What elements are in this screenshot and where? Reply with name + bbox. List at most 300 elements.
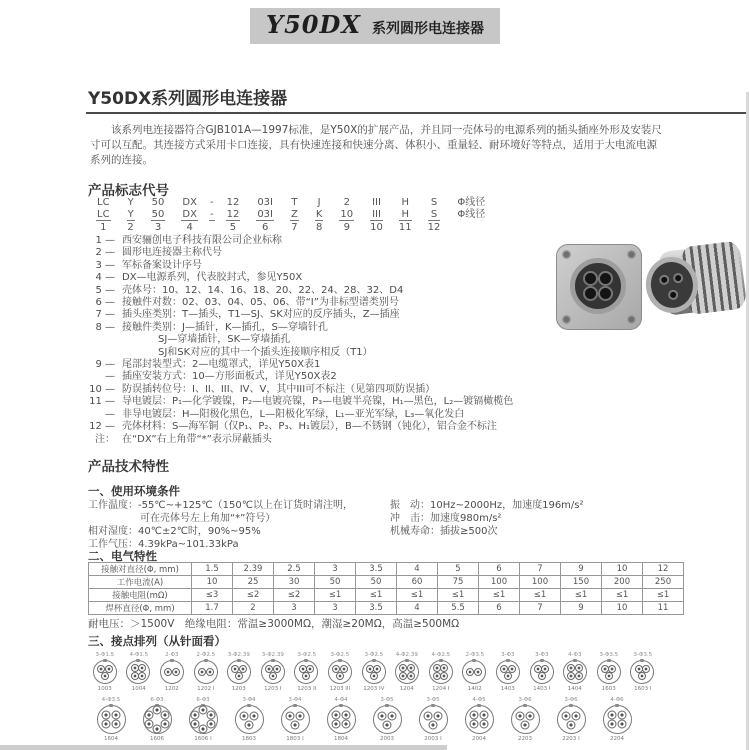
pin-hole [190, 710, 199, 719]
code-value-top: 50 [151, 197, 165, 208]
legend-line [88, 247, 513, 259]
code-column [331, 197, 362, 233]
pin-hole [286, 711, 295, 720]
table-cell: 100 [479, 576, 520, 589]
table-cell: 6 [479, 602, 520, 615]
table-cell: 4 [397, 563, 438, 576]
contact-arrangement-heading: 三、接点排列（从针面看） [88, 634, 226, 648]
contact-code-label: 2004 [471, 735, 487, 742]
code-value-bottom: - [209, 209, 214, 220]
contact-insert-circle [327, 705, 356, 734]
contact-arrangement-item [318, 696, 364, 742]
table-cell: 10 [602, 563, 643, 576]
contact-size-label: 3-Φ2.5 [330, 651, 350, 658]
legend-line [88, 297, 513, 309]
pin-hole [440, 672, 448, 680]
table-cell: 5 [438, 563, 479, 576]
contact-arrangement-row-1 [88, 651, 659, 692]
keying-notch [271, 659, 275, 662]
env-condition-line: 可在壳体号左上角加“*”符号） [140, 513, 276, 524]
contact-arrangement-item [88, 696, 134, 742]
table-cell: 10 [602, 602, 643, 615]
pin-hole [190, 720, 199, 729]
code-position-number: 8 [315, 222, 323, 233]
pin-hole [605, 672, 613, 680]
table-cell: ≤1 [520, 589, 561, 602]
contact-code-label: 2203 [517, 735, 533, 742]
pin-hole [470, 710, 479, 719]
table-cell: 100 [520, 576, 561, 589]
legend-line [88, 396, 513, 408]
legend-text: 导电镀层：P₁—化学镀镍，P₂—电镀亮镍，P₃—电镀半亮镍，H₁—黑色，L₂—镀镉橄榄色 [122, 396, 514, 408]
electrical-heading: 二、电气特性 [88, 549, 157, 563]
code-position-number: 6 [261, 222, 269, 233]
legend-number: 2 — [95, 247, 115, 259]
table-cell: ≤1 [561, 589, 602, 602]
legend-number: 6 — [95, 297, 115, 309]
code-position-number: 9 [343, 222, 350, 233]
table-row [89, 589, 684, 602]
contact-arrangement-item [592, 651, 626, 692]
marking-code-legend [88, 235, 513, 446]
code-value-bottom: 50 [151, 209, 165, 220]
contact-arrangement-item [458, 651, 492, 692]
contact-insert-circle [419, 705, 448, 734]
legend-number: 3 — [95, 259, 115, 271]
contact-code-label: 1003 [97, 685, 112, 692]
keying-notch [439, 659, 443, 662]
table-cell: 50 [315, 576, 356, 589]
contact-arrangement-item [189, 651, 223, 692]
code-value-bottom: III [372, 209, 381, 220]
code-column [206, 197, 218, 233]
mounting-hole [627, 315, 636, 324]
legend-text: 接触件对数：02、03、04、05、06、带“I”为非标型谱类别号 [122, 297, 399, 309]
contact-insert-circle [235, 705, 264, 734]
contact-size-label: 3-Φ2.5 [297, 651, 316, 658]
pin-hole [525, 711, 534, 720]
code-position-number: 11 [398, 222, 412, 233]
legend-text: SJ—穿墙插针，SK—穿墙插孔 [158, 334, 291, 346]
pin-hole [504, 672, 512, 680]
contact-code-label: 2003 I [424, 735, 442, 742]
pin-hole [516, 711, 525, 720]
contact-insert-circle [227, 660, 251, 684]
pin-hole [199, 725, 208, 734]
contact-insert-circle [597, 660, 621, 684]
env-condition-line: 相对湿度：40℃±2℃时，90%~95% [88, 526, 261, 537]
pin-hole [153, 725, 162, 734]
keying-notch [372, 659, 376, 662]
contact-insert-circle [465, 705, 494, 734]
contact-code-label: 2204 [609, 735, 625, 742]
contact-size-label: 2-Φ2.5 [196, 651, 215, 658]
legend-line [88, 409, 513, 421]
intro-paragraph: 该系列电连接器符合GJB101A—1997标准，是Y50X的扩展产品，并且同一壳体号的电源系列的插头插座外形及安装尺寸可以互配。其连接方式采用卡口连接，具有快速连接和快速分离、体积小、重量轻、耐环境好等特点，适用于大电流电源系列的连接。 [90, 124, 662, 166]
pin-hole [433, 711, 442, 720]
pin-hole [567, 720, 576, 729]
table-cell: 9 [561, 563, 602, 576]
pin-hole [608, 710, 617, 719]
legend-number: 4 — [95, 272, 115, 284]
table-cell: ≤3 [192, 589, 233, 602]
contact-code-label: 1203 II [296, 685, 316, 692]
contact-size-label: 4-Φ3 [568, 651, 582, 658]
pin-hole [474, 668, 482, 676]
code-value-top: DX [182, 197, 197, 208]
code-column [248, 197, 282, 233]
table-cell: 3 [315, 602, 356, 615]
contact-code-label: 1603 I [633, 685, 652, 692]
legend-text: SJ和SK对应的其中一个插头连接顺序相反（T1） [158, 346, 373, 358]
legend-text: 西安骊创电子科技有限公司企业标称 [122, 235, 282, 246]
table-cell: ≤2 [274, 589, 315, 602]
code-column [448, 197, 494, 233]
table-cell: 2.5 [274, 563, 315, 576]
table-row [89, 576, 684, 589]
table-cell: 1.5 [192, 563, 233, 576]
brand-logo-text: Y50DX [265, 10, 361, 39]
keying-notch [540, 659, 544, 662]
contact-arrangement-item [424, 651, 458, 692]
contact-insert-circle [294, 660, 318, 684]
pin-hole [101, 672, 109, 680]
legend-line [88, 359, 513, 371]
pin-hole [102, 710, 111, 719]
table-cell: 7 [520, 602, 561, 615]
contact-size-label: 3-Φ6 [564, 696, 578, 703]
keying-notch [569, 704, 573, 707]
pin-hole [521, 720, 530, 729]
pin-hole [207, 720, 216, 729]
pin-hole [111, 710, 120, 719]
contact-arrangement-item [558, 651, 592, 692]
contact-code-label: 1204 I [432, 685, 450, 692]
contact-arrangement-item [390, 651, 424, 692]
marking-code-heading: 产品标志代号 [88, 183, 169, 199]
pin-hole [429, 720, 438, 729]
pin-hole [341, 720, 350, 729]
contact-insert-circle [160, 660, 184, 684]
keying-notch [472, 659, 476, 662]
tech-section-heading: 产品技术特性 [88, 459, 169, 475]
contact-arrangement-item [456, 696, 502, 742]
code-position-number: 4 [186, 222, 193, 233]
keying-notch [523, 704, 527, 707]
mounting-hole [627, 250, 636, 259]
contact-size-label: 4-Φ6 [610, 696, 624, 703]
pin-hole [538, 672, 546, 680]
pin-hole [295, 711, 304, 720]
pin-hole [240, 711, 249, 720]
table-cell: 7 [520, 563, 561, 576]
contact-insert-circle [563, 660, 587, 684]
plug-contact [659, 274, 670, 285]
table-row [89, 563, 684, 576]
pin-hole [387, 711, 396, 720]
contact-code-label: 1204 [400, 685, 415, 692]
code-value-top: H [401, 197, 410, 208]
table-cell: ≤1 [315, 589, 356, 602]
keying-notch [304, 659, 308, 662]
mounting-hole [562, 250, 571, 259]
env-condition-line: 工作气压：4.39kPa~101.33kPa [88, 539, 239, 550]
table-cell: 11 [643, 602, 684, 615]
keying-notch [640, 659, 644, 662]
table-cell: 75 [438, 576, 479, 589]
table-row-header: 焊杯直径(Φ, mm) [89, 602, 192, 615]
legend-number: 11 — [89, 396, 115, 408]
contact-arrangement-item [626, 651, 660, 692]
connector-photo-socket [556, 244, 642, 330]
code-value-bottom: Φ线径 [457, 209, 486, 220]
table-cell: ≤1 [643, 589, 684, 602]
table-cell: ≤1 [479, 589, 520, 602]
contact-arrangement-item [323, 651, 357, 692]
pin-hole [102, 720, 111, 729]
legend-text: 非导电镀层：H—阳极化黑色，L—阳极化军绿，L₁—亚光军绿，L₃—氧化发白 [122, 408, 465, 420]
keying-notch [204, 659, 208, 662]
contact-arrangement-item [134, 696, 180, 742]
pin-hole [336, 672, 344, 680]
pin-hole [638, 672, 646, 680]
legend-text: 防误插转位号：I、II、III、IV、V，其中III可不标注（见第四项防误插） [122, 383, 436, 395]
legend-line [88, 309, 513, 321]
pin-hole [207, 710, 216, 719]
table-row-header: 接触电阻(mΩ) [89, 589, 192, 602]
legend-number [88, 334, 122, 346]
legend-text: 壳体号：10、12、14、16、18、20、22、24、28、32、D4 [122, 284, 404, 296]
contact-size-label: 6-Φ3 [196, 696, 210, 703]
legend-text: 军标备案设计序号 [122, 259, 202, 271]
contact-size-label: 3-Φ5 [426, 696, 440, 703]
legend-line [88, 235, 513, 247]
keying-notch [338, 659, 342, 662]
keying-notch [573, 659, 577, 662]
pin-hole [617, 710, 626, 719]
code-column [362, 197, 391, 233]
code-value-top: Φ线径 [457, 197, 486, 208]
keying-notch [103, 659, 107, 662]
mounting-hole [562, 315, 571, 324]
table-cell: 3.5 [356, 602, 397, 615]
code-column [119, 197, 143, 233]
contact-insert-circle [429, 660, 453, 684]
legend-line [88, 322, 513, 334]
env-condition-line: 冲 击：加速度980m/s² [390, 513, 502, 524]
plug-contact [668, 289, 679, 300]
contact-insert-circle [511, 705, 540, 734]
keying-notch [109, 704, 113, 707]
contact-arrangement-item [364, 696, 410, 742]
legend-line [88, 384, 513, 396]
legend-number: 7 — [95, 309, 115, 321]
contact-insert-circle [395, 660, 419, 684]
legend-text: 尾部封装型式：2—电缆罩式，详见Y50X表1 [122, 359, 321, 371]
legend-text: DX—电源系列，代表胶封式，参见Y50X [122, 272, 303, 284]
table-cell: 3 [274, 602, 315, 615]
pin-hole [111, 720, 120, 729]
pin-hole [562, 711, 571, 720]
pin-hole [575, 672, 583, 680]
code-position-number [456, 221, 486, 232]
scan-edge-right [746, 92, 749, 750]
pin-hole [291, 720, 300, 729]
keying-notch [339, 704, 343, 707]
contact-size-label: 3-Φ4 [288, 696, 302, 703]
pin-hole [249, 711, 258, 720]
contact-insert-circle [143, 705, 172, 734]
contact-size-label: 2-Φ3 [165, 651, 179, 658]
pin-hole [198, 668, 206, 676]
pin-hole [144, 720, 153, 729]
contact-arrangement-item [155, 651, 189, 692]
legend-number: — [105, 371, 115, 383]
table-cell: 250 [643, 576, 684, 589]
env-condition-line: 工作温度：-55℃~+125℃（150℃以上在订货时请注明， [88, 500, 353, 511]
table-cell: 1.7 [192, 602, 233, 615]
contact-code-label: 1203 III [329, 685, 351, 692]
table-cell: ≤1 [438, 589, 479, 602]
code-position-number: 3 [154, 222, 162, 233]
contact-insert-circle [530, 660, 554, 684]
contact-insert-circle [630, 660, 654, 684]
table-cell: 3.5 [356, 563, 397, 576]
legend-number: 1 — [95, 235, 115, 246]
contact-size-label: 3-Φ4 [242, 696, 256, 703]
header-badge [250, 8, 500, 44]
legend-text: 圆形电连接器主称代号 [122, 247, 222, 259]
code-value-bottom: Z [291, 209, 298, 220]
page-title: Y50DX系列圆形电连接器 [88, 89, 288, 109]
legend-number: 12 — [89, 421, 115, 433]
legend-number: 9 — [95, 359, 115, 371]
pin-hole [479, 710, 488, 719]
contact-insert-circle [281, 705, 310, 734]
table-cell: 150 [561, 576, 602, 589]
env-conditions-heading: 一、使用环境条件 [88, 484, 180, 498]
table-cell: ≤1 [397, 589, 438, 602]
code-column [88, 197, 119, 233]
legend-text: 接触件类别：J—插针，K—插孔，S—穿墙针孔 [122, 321, 328, 333]
contact-arrangement-item [272, 696, 318, 742]
table-cell: 6 [479, 563, 520, 576]
legend-text: 壳体材料：S—海军铜（仅P₁、P₂、P₃、H₁镀层），B—不锈钢（钝化），铝合金不标注 [122, 421, 497, 433]
connector-photo-plug [641, 232, 750, 336]
table-cell: 10 [192, 576, 233, 589]
legend-number: 注： [95, 433, 115, 445]
table-cell: 4 [397, 602, 438, 615]
contact-arrangement-item [410, 696, 456, 742]
pin-hole [235, 672, 243, 680]
code-value-bottom: 12 [226, 209, 240, 220]
code-value-top: J [317, 197, 321, 208]
pin-hole [341, 710, 350, 719]
code-position-number: 1 [100, 222, 107, 233]
pin-hole [466, 668, 474, 676]
contact-code-label: 1606 [149, 735, 165, 742]
code-column [391, 197, 420, 233]
contact-arrangement-item [256, 651, 290, 692]
legend-line [88, 421, 513, 433]
table-row [89, 602, 684, 615]
contact-code-label: 2203 I [562, 735, 580, 742]
code-value-top: T [291, 197, 298, 208]
contact-code-label: 1203 I [264, 685, 282, 692]
scan-edge-bottom [0, 745, 447, 750]
code-position-number [209, 222, 215, 233]
electrical-table [88, 562, 684, 615]
pin-hole [332, 720, 341, 729]
code-value-bottom: H [399, 209, 412, 221]
contact-size-label: 3-Φ3.5 [599, 651, 619, 658]
legend-text: 在“DX”右上角带“*”表示屏蔽插头 [122, 433, 272, 445]
contact-insert-circle [328, 660, 352, 684]
contact-insert-circle [126, 660, 150, 684]
contact-size-label: 3-Φ3.5 [632, 651, 652, 658]
contact-insert-circle [93, 660, 117, 684]
socket-contact [598, 286, 613, 301]
contact-size-label: 3-Φ2.5 [364, 651, 383, 658]
code-value-bottom: 03I [257, 209, 273, 220]
table-cell: ≤2 [233, 589, 274, 602]
contact-size-label: 4-Φ2.39 [396, 651, 419, 658]
title-rule [86, 112, 746, 114]
table-cell: 30 [274, 576, 315, 589]
pin-hole [571, 711, 580, 720]
table-cell: 3 [315, 563, 356, 576]
table-cell: 5.5 [438, 602, 479, 615]
contact-size-label: 4-Φ2.5 [431, 651, 451, 658]
code-position-number: 2 [127, 222, 134, 233]
code-value-top: 12 [226, 197, 240, 208]
pin-hole [302, 672, 310, 680]
code-value-top: S [430, 197, 438, 208]
contact-size-label: 3-Φ3 [534, 651, 549, 658]
code-position-number: 12 [427, 222, 441, 233]
contact-size-label: 2-Φ3.5 [465, 651, 484, 658]
contact-insert-circle [557, 705, 586, 734]
pin-hole [617, 720, 626, 729]
pin-hole [172, 668, 180, 676]
pin-hole [144, 710, 153, 719]
table-cell: 200 [602, 576, 643, 589]
pin-hole [332, 710, 341, 719]
contact-insert-circle [603, 705, 632, 734]
keying-notch [385, 704, 389, 707]
contact-code-label: 1202 [164, 685, 180, 692]
legend-number: 8 — [95, 321, 115, 333]
code-column [307, 197, 332, 233]
code-column [218, 197, 249, 233]
code-position-number: 7 [291, 222, 298, 233]
keying-notch [237, 659, 241, 662]
legend-number: 10 — [89, 383, 115, 395]
contact-arrangement-item [222, 651, 256, 692]
socket-contact [583, 271, 598, 286]
legend-number: — [105, 408, 115, 420]
contact-code-label: 1803 [241, 735, 257, 742]
contact-insert-circle [189, 705, 218, 734]
contact-arrangement-row-2 [88, 696, 640, 742]
contact-code-label: 1603 [601, 685, 616, 692]
pin-hole [138, 672, 146, 680]
table-cell: 50 [356, 576, 397, 589]
contact-insert-circle [373, 705, 402, 734]
pin-hole [378, 711, 387, 720]
code-value-bottom: K [315, 209, 323, 220]
table-cell: 12 [643, 563, 684, 576]
